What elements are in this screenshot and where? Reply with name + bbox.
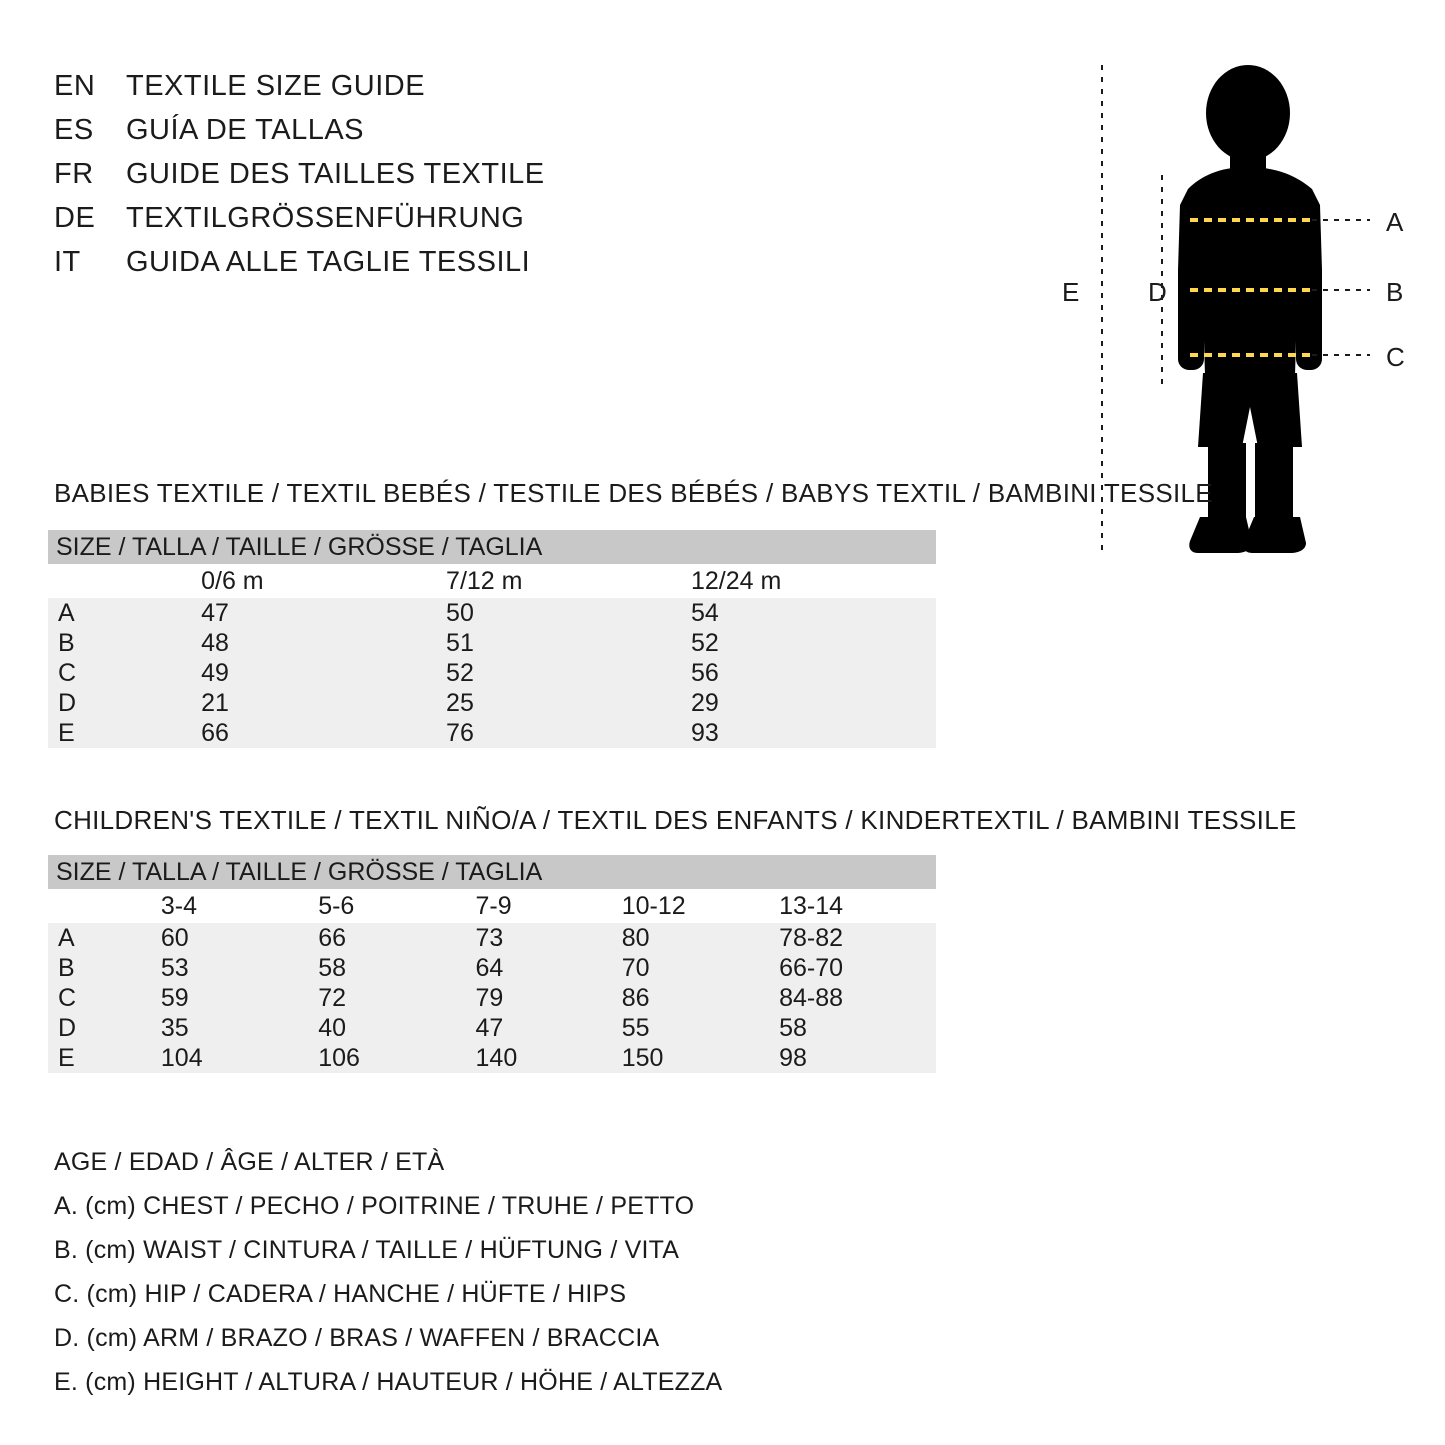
- table-row: [48, 628, 936, 658]
- children-col-3: 10-12: [622, 889, 779, 923]
- babies-row-label-b: B: [48, 628, 201, 658]
- babies-col-0: 0/6 m: [201, 564, 446, 598]
- children-cell-a-3: 80: [622, 923, 779, 953]
- header-row-fr: [54, 158, 545, 202]
- language-code-en: EN: [54, 70, 96, 102]
- legend-line-height: E. (cm) HEIGHT / ALTURA / HAUTEUR / HÖHE / ALTEZZA: [54, 1368, 723, 1396]
- babies-cell-c-2: 56: [691, 658, 936, 688]
- babies-cell-c-1: 52: [446, 658, 691, 688]
- babies-section-title: BABIES TEXTILE / TEXTIL BEBÉS / TESTILE DES BÉBÉS / BABYS TEXTIL / BAMBINI TESSILE: [54, 478, 1213, 508]
- legend-line-chest: A. (cm) CHEST / PECHO / POITRINE / TRUHE / PETTO: [54, 1192, 695, 1220]
- children-row-label-a: A: [48, 923, 161, 953]
- children-cell-b-0: 53: [161, 953, 318, 983]
- children-cell-d-4: 58: [779, 1013, 936, 1043]
- children-column-headers: [48, 889, 936, 923]
- children-cell-c-3: 86: [622, 983, 779, 1013]
- babies-cell-d-2: 29: [691, 688, 936, 718]
- children-col-0: 3-4: [161, 889, 318, 923]
- children-cell-b-1: 58: [318, 953, 475, 983]
- marker-label-c: C: [1386, 342, 1405, 372]
- table-row: [48, 923, 936, 953]
- header-row-es: [54, 114, 545, 158]
- babies-cell-b-1: 51: [446, 628, 691, 658]
- children-cell-a-2: 73: [476, 923, 622, 953]
- header-row-it: [54, 246, 545, 290]
- language-code-fr: FR: [54, 158, 94, 190]
- babies-cell-e-0: 66: [201, 718, 446, 748]
- table-row: [48, 718, 936, 748]
- babies-column-headers: [48, 564, 936, 598]
- babies-cell-e-1: 76: [446, 718, 691, 748]
- marker-label-b: B: [1386, 277, 1404, 307]
- children-cell-d-0: 35: [161, 1013, 318, 1043]
- children-cell-e-4: 98: [779, 1043, 936, 1073]
- marker-label-a: A: [1386, 207, 1404, 237]
- table-row: [48, 658, 936, 688]
- babies-cell-b-2: 52: [691, 628, 936, 658]
- children-section-title: CHILDREN'S TEXTILE / TEXTIL NIÑO/A / TEXTIL DES ENFANTS / KINDERTEXTIL / BAMBINI TESSILE: [54, 805, 1297, 835]
- babies-table-band: [48, 530, 936, 564]
- children-row-label-c: C: [48, 983, 161, 1013]
- header-row-de: [54, 202, 545, 246]
- children-cell-c-1: 72: [318, 983, 475, 1013]
- children-cell-b-4: 66-70: [779, 953, 936, 983]
- children-col-1: 5-6: [318, 889, 475, 923]
- language-header: [54, 70, 545, 290]
- babies-cell-a-2: 54: [691, 598, 936, 628]
- babies-size-table: [48, 530, 936, 748]
- table-row: [48, 688, 936, 718]
- babies-cell-e-2: 93: [691, 718, 936, 748]
- children-cell-a-1: 66: [318, 923, 475, 953]
- header-title-fr: GUIDE DES TAILLES TEXTILE: [126, 158, 545, 190]
- babies-cell-a-1: 50: [446, 598, 691, 628]
- children-cell-a-4: 78-82: [779, 923, 936, 953]
- babies-band-label: SIZE / TALLA / TAILLE / GRÖSSE / TAGLIA: [48, 530, 936, 564]
- babies-corner-cell: [48, 564, 201, 598]
- children-cell-d-1: 40: [318, 1013, 475, 1043]
- header-title-es: GUÍA DE TALLAS: [126, 114, 365, 146]
- marker-label-d: D: [1148, 277, 1167, 307]
- table-row: [48, 953, 936, 983]
- children-size-table: [48, 855, 936, 1073]
- babies-col-2: 12/24 m: [691, 564, 936, 598]
- babies-col-1: 7/12 m: [446, 564, 691, 598]
- children-row-label-e: E: [48, 1043, 161, 1073]
- legend-line-age: AGE / EDAD / ÂGE / ALTER / ETÀ: [54, 1148, 445, 1176]
- children-cell-b-3: 70: [622, 953, 779, 983]
- children-cell-d-3: 55: [622, 1013, 779, 1043]
- legend-line-arm: D. (cm) ARM / BRAZO / BRAS / WAFFEN / BRACCIA: [54, 1324, 660, 1352]
- legend-line-hip: C. (cm) HIP / CADERA / HANCHE / HÜFTE / HIPS: [54, 1280, 627, 1308]
- table-row: [48, 983, 936, 1013]
- babies-row-label-a: A: [48, 598, 201, 628]
- babies-row-label-d: D: [48, 688, 201, 718]
- children-table-band: [48, 855, 936, 889]
- children-cell-c-0: 59: [161, 983, 318, 1013]
- children-cell-d-2: 47: [476, 1013, 622, 1043]
- table-row: [48, 598, 936, 628]
- language-code-es: ES: [54, 114, 94, 146]
- header-row-en: [54, 70, 545, 114]
- legend-line-waist: B. (cm) WAIST / CINTURA / TAILLE / HÜFTUNG / VITA: [54, 1236, 680, 1264]
- babies-cell-b-0: 48: [201, 628, 446, 658]
- babies-row-label-e: E: [48, 718, 201, 748]
- language-code-de: DE: [54, 202, 96, 234]
- children-row-label-b: B: [48, 953, 161, 983]
- babies-cell-a-0: 47: [201, 598, 446, 628]
- children-cell-c-2: 79: [476, 983, 622, 1013]
- babies-row-label-c: C: [48, 658, 201, 688]
- children-cell-e-3: 150: [622, 1043, 779, 1073]
- language-code-it: IT: [54, 246, 81, 278]
- children-corner-cell: [48, 889, 161, 923]
- children-cell-e-0: 104: [161, 1043, 318, 1073]
- babies-cell-c-0: 49: [201, 658, 446, 688]
- children-cell-e-1: 106: [318, 1043, 475, 1073]
- children-cell-e-2: 140: [476, 1043, 622, 1073]
- children-row-label-d: D: [48, 1013, 161, 1043]
- table-row: [48, 1043, 936, 1073]
- children-band-label: SIZE / TALLA / TAILLE / GRÖSSE / TAGLIA: [48, 855, 936, 889]
- children-col-2: 7-9: [476, 889, 622, 923]
- marker-label-e: E: [1062, 277, 1080, 307]
- header-title-de: TEXTILGRÖSSENFÜHRUNG: [126, 202, 525, 234]
- header-title-it: GUIDA ALLE TAGLIE TESSILI: [126, 246, 531, 278]
- babies-cell-d-1: 25: [446, 688, 691, 718]
- children-col-4: 13-14: [779, 889, 936, 923]
- header-title-en: TEXTILE SIZE GUIDE: [126, 70, 426, 102]
- children-cell-c-4: 84-88: [779, 983, 936, 1013]
- measurement-legend: [54, 1140, 722, 1404]
- babies-cell-d-0: 21: [201, 688, 446, 718]
- children-cell-b-2: 64: [476, 953, 622, 983]
- children-cell-a-0: 60: [161, 923, 318, 953]
- table-row: [48, 1013, 936, 1043]
